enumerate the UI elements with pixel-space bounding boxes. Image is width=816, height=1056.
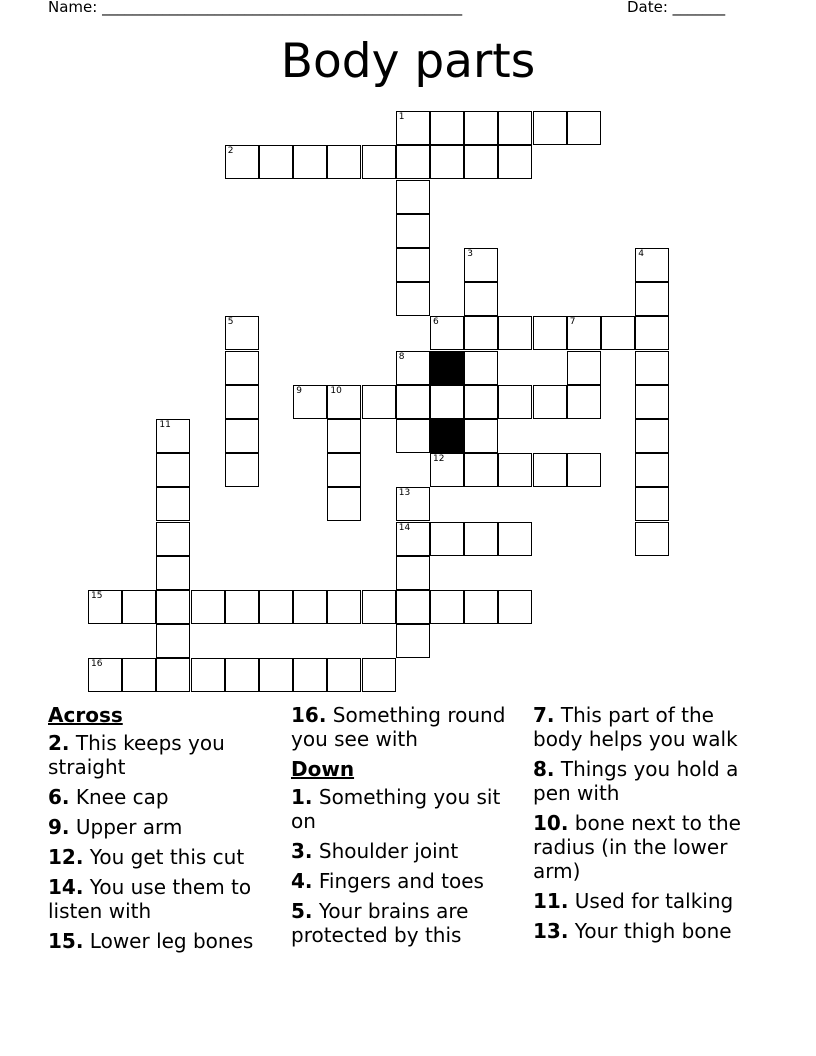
across-clue <box>48 731 280 779</box>
clue-text: Used for talking <box>574 889 734 913</box>
grid-cell[interactable] <box>122 658 156 692</box>
clue-number: 2. <box>48 731 70 755</box>
grid-cell[interactable] <box>396 385 430 419</box>
grid-cell[interactable] <box>430 145 464 179</box>
down-clue <box>291 839 523 863</box>
grid-cell[interactable] <box>430 522 464 556</box>
black-cell <box>430 351 464 385</box>
grid-cell[interactable] <box>225 385 259 419</box>
clue-text: Something you sit on <box>291 785 501 833</box>
clue-number-label: 5 <box>227 317 234 328</box>
grid-cell[interactable] <box>156 590 190 624</box>
grid-cell[interactable] <box>498 316 532 350</box>
grid-cell[interactable] <box>362 658 396 692</box>
grid-cell[interactable] <box>327 145 361 179</box>
grid-cell[interactable] <box>635 351 669 385</box>
grid-cell[interactable] <box>225 590 259 624</box>
clue-number-label: 10 <box>330 385 342 396</box>
grid-cell[interactable] <box>464 385 498 419</box>
clue-column-1 <box>48 703 280 959</box>
grid-cell[interactable] <box>396 145 430 179</box>
grid-cell[interactable] <box>225 658 259 692</box>
grid-cell[interactable] <box>259 658 293 692</box>
down-clue <box>533 703 765 751</box>
grid-cell[interactable] <box>464 351 498 385</box>
clue-text: bone next to the radius (in the lower arm) <box>533 811 741 883</box>
grid-cell[interactable] <box>156 658 190 692</box>
clue-text: This keeps you straight <box>48 731 225 779</box>
grid-cell[interactable] <box>156 624 190 658</box>
grid-cell[interactable] <box>362 590 396 624</box>
grid-cell[interactable] <box>635 522 669 556</box>
grid-cell[interactable] <box>225 419 259 453</box>
down-heading: Down <box>291 757 355 781</box>
clue-number: 14. <box>48 875 84 899</box>
clue-number: 1. <box>291 785 313 809</box>
grid-cell[interactable] <box>533 316 567 350</box>
grid-cell[interactable] <box>533 111 567 145</box>
clue-text: Fingers and toes <box>318 869 484 893</box>
grid-cell[interactable] <box>430 316 464 350</box>
clue-number-label: 6 <box>433 317 439 328</box>
grid-cell[interactable] <box>396 351 430 385</box>
grid-cell[interactable] <box>498 453 532 487</box>
grid-cell[interactable] <box>225 316 259 350</box>
grid-cell[interactable] <box>396 214 430 248</box>
grid-cell[interactable] <box>327 487 361 521</box>
grid-cell[interactable] <box>327 453 361 487</box>
grid-cell[interactable] <box>396 419 430 453</box>
clue-number: 15. <box>48 929 84 953</box>
clue-text: Knee cap <box>75 785 169 809</box>
across-clue <box>48 815 280 839</box>
grid-cell[interactable] <box>498 590 532 624</box>
page-title: Body parts <box>280 34 536 89</box>
clue-text: Shoulder joint <box>318 839 459 863</box>
grid-cell[interactable] <box>396 624 430 658</box>
grid-cell[interactable] <box>327 590 361 624</box>
clue-number-label: 12 <box>433 454 445 465</box>
clue-number: 9. <box>48 815 70 839</box>
grid-cell[interactable] <box>498 385 532 419</box>
clue-number: 5. <box>291 899 313 923</box>
grid-cell[interactable] <box>635 453 669 487</box>
grid-cell[interactable] <box>635 385 669 419</box>
grid-cell[interactable] <box>464 282 498 316</box>
grid-cell[interactable] <box>567 111 601 145</box>
grid-cell[interactable] <box>259 145 293 179</box>
clue-number-label: 13 <box>398 488 411 499</box>
clue-text: You use them to listen with <box>48 875 252 923</box>
clue-number: 16. <box>291 703 327 727</box>
grid-cell[interactable] <box>464 145 498 179</box>
clue-number-label: 4 <box>638 249 644 259</box>
grid-cell[interactable] <box>464 419 498 453</box>
clue-text: Lower leg bones <box>89 929 254 953</box>
grid-cell[interactable] <box>156 419 190 453</box>
grid-cell[interactable] <box>430 590 464 624</box>
grid-cell[interactable] <box>635 316 669 350</box>
grid-cell[interactable] <box>601 316 635 350</box>
grid-cell[interactable] <box>362 385 396 419</box>
clue-text: Your brains are protected by this <box>291 899 469 947</box>
grid-cell[interactable] <box>293 385 327 419</box>
grid-cell[interactable] <box>464 590 498 624</box>
grid-cell[interactable] <box>225 453 259 487</box>
grid-cell[interactable] <box>396 180 430 214</box>
across-clue <box>291 703 523 751</box>
grid-cell[interactable] <box>635 487 669 521</box>
across-clue <box>48 785 280 809</box>
grid-cell[interactable] <box>225 145 259 179</box>
date-field-label: Date: _______ <box>627 0 726 16</box>
grid-cell[interactable] <box>156 522 190 556</box>
across-clue <box>48 845 280 869</box>
grid-cell[interactable] <box>293 658 327 692</box>
down-clue <box>291 899 523 947</box>
grid-cell[interactable] <box>293 145 327 179</box>
grid-cell[interactable] <box>156 556 190 590</box>
clue-number: 6. <box>48 785 70 809</box>
grid-cell[interactable] <box>430 385 464 419</box>
grid-cell[interactable] <box>567 351 601 385</box>
grid-cell[interactable] <box>533 385 567 419</box>
grid-cell[interactable] <box>191 590 225 624</box>
grid-cell[interactable] <box>88 658 122 692</box>
grid-cell[interactable] <box>396 282 430 316</box>
grid-cell[interactable] <box>567 453 601 487</box>
grid-cell[interactable] <box>225 351 259 385</box>
clue-number-label: 15 <box>91 591 103 601</box>
clue-number-label: 16 <box>91 659 103 670</box>
clue-number: 8. <box>533 757 555 781</box>
grid-cell[interactable] <box>156 453 190 487</box>
grid-cell[interactable] <box>156 487 190 521</box>
black-cell <box>430 419 464 453</box>
clue-text: You get this cut <box>89 845 245 869</box>
grid-cell[interactable] <box>293 590 327 624</box>
clue-number: 12. <box>48 845 84 869</box>
clue-number-label: 7 <box>569 317 576 328</box>
clue-text: Upper arm <box>75 815 183 839</box>
grid-cell[interactable] <box>430 453 464 487</box>
clue-text: This part of the body helps you walk <box>533 703 738 751</box>
name-field-label: Name: ________________________________________________ <box>48 0 463 16</box>
down-clue <box>533 811 765 883</box>
clue-number-label: 9 <box>296 385 302 396</box>
down-clue <box>533 757 765 805</box>
grid-cell[interactable] <box>396 590 430 624</box>
grid-cell[interactable] <box>464 453 498 487</box>
grid-cell[interactable] <box>498 111 532 145</box>
clue-number: 4. <box>291 869 313 893</box>
grid-cell[interactable] <box>396 487 430 521</box>
grid-cell[interactable] <box>635 282 669 316</box>
grid-cell[interactable] <box>191 658 225 692</box>
grid-cell[interactable] <box>498 522 532 556</box>
clue-text: Something round you see with <box>291 703 506 751</box>
grid-cell[interactable] <box>533 453 567 487</box>
clue-number: 3. <box>291 839 313 863</box>
down-clue <box>533 889 765 913</box>
grid-cell[interactable] <box>464 316 498 350</box>
clue-number: 7. <box>533 703 555 727</box>
grid-cell[interactable] <box>498 145 532 179</box>
grid-cell[interactable] <box>635 248 669 282</box>
grid-cell[interactable] <box>464 111 498 145</box>
grid-cell[interactable] <box>396 556 430 590</box>
grid-cell[interactable] <box>362 145 396 179</box>
clue-number-label: 14 <box>398 522 411 533</box>
across-clue <box>48 875 280 923</box>
clue-text: Things you hold a pen with <box>533 757 739 805</box>
grid-cell[interactable] <box>396 111 430 145</box>
grid-cell[interactable] <box>327 419 361 453</box>
clue-column-2 <box>291 703 523 953</box>
grid-cell[interactable] <box>635 419 669 453</box>
grid-cell[interactable] <box>396 522 430 556</box>
grid-cell[interactable] <box>567 385 601 419</box>
clue-column-3 <box>533 703 765 949</box>
grid-cell[interactable] <box>122 590 156 624</box>
grid-cell[interactable] <box>464 522 498 556</box>
grid-cell[interactable] <box>430 111 464 145</box>
clue-text: Your thigh bone <box>574 919 732 943</box>
across-heading: Across <box>48 703 123 727</box>
grid-cell[interactable] <box>396 248 430 282</box>
clue-number-label: 11 <box>159 420 171 430</box>
clue-number: 13. <box>533 919 569 943</box>
down-clue <box>291 869 523 893</box>
grid-cell[interactable] <box>464 248 498 282</box>
grid-cell[interactable] <box>327 658 361 692</box>
down-clue <box>291 785 523 833</box>
across-clue <box>48 929 280 953</box>
clue-number: 11. <box>533 889 569 913</box>
clue-number: 10. <box>533 811 569 835</box>
grid-cell[interactable] <box>567 316 601 350</box>
clue-number-label: 3 <box>467 249 473 259</box>
grid-cell[interactable] <box>88 590 122 624</box>
grid-cell[interactable] <box>259 590 293 624</box>
clue-number-label: 8 <box>398 351 405 362</box>
clue-number-label: 2 <box>227 146 234 157</box>
grid-cell[interactable] <box>327 385 361 419</box>
clue-number-label: 1 <box>398 112 405 123</box>
down-clue <box>533 919 765 943</box>
